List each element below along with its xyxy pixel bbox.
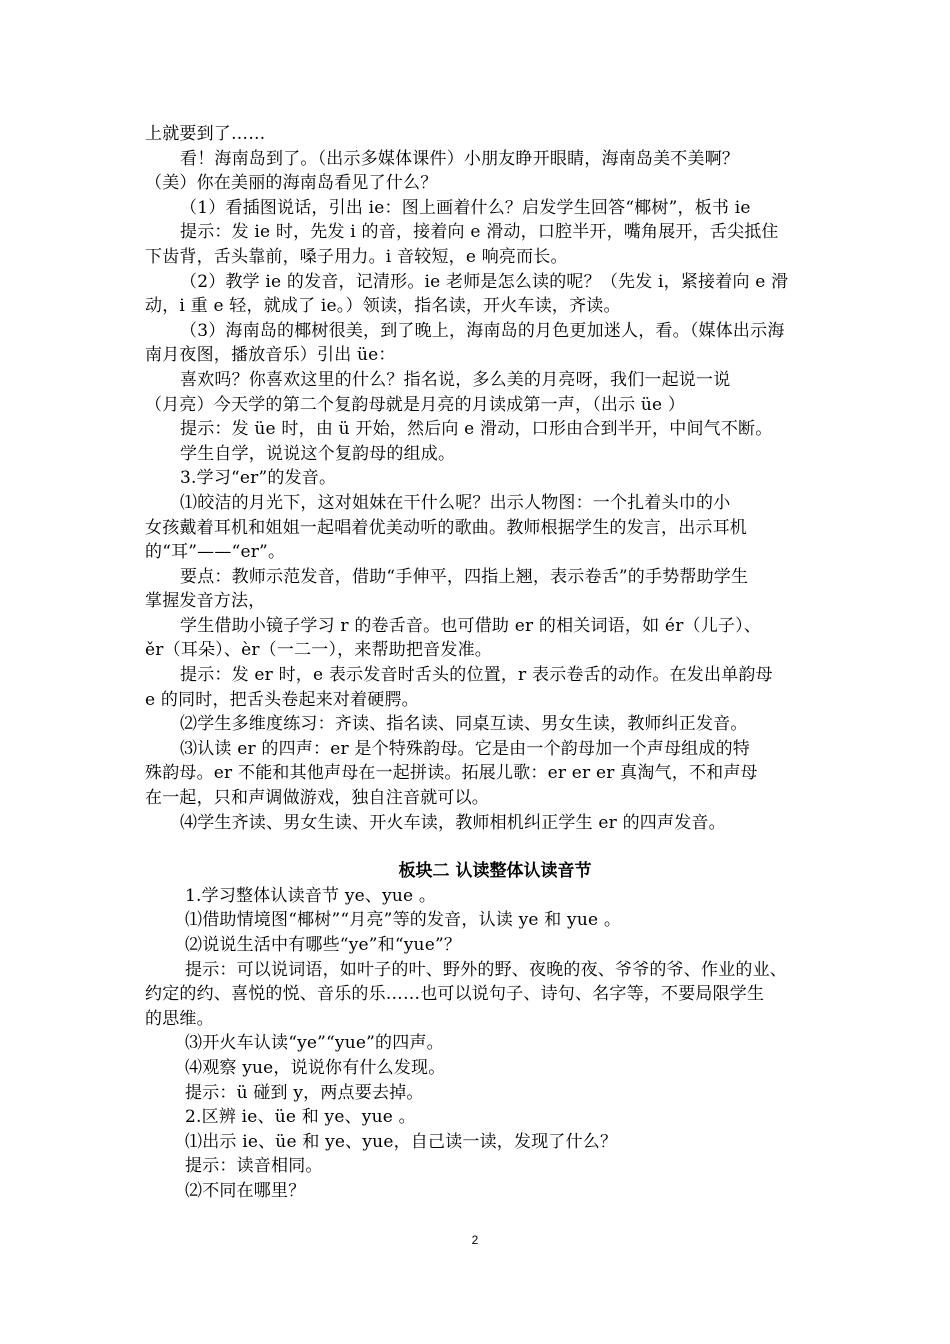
text-line: 学生借助小镜子学习 r 的卷舌音。也可借助 er 的相关词语，如 ér（儿子）、 xyxy=(180,615,762,636)
text-line: ⑵学生多维度练习：齐读、指名读、同桌互读、男女生读，教师纠正发音。 xyxy=(180,714,748,735)
text-line: 提示：发 er 时，e 表示发音时舌头的位置，r 表示卷舌的动作。在发出单韵母 xyxy=(180,665,773,686)
text-line: （美）你在美丽的海南岛看见了什么？ xyxy=(145,173,438,194)
text-line: 学生自学，说说这个复韵母的组成。 xyxy=(180,443,456,464)
section-heading: 板块二 认读整体认读音节 xyxy=(398,861,592,882)
text-line: ⑵说说生活中有哪些“ye”和“yue”？ xyxy=(185,935,462,955)
text-line: 动，i 重 e 轻，就成了 ie。）领读，指名读，开火车读，齐读。 xyxy=(145,296,621,317)
text-line: 1.学习整体认读音节 ye、yue 。 xyxy=(185,885,437,906)
text-line: 的“耳”——“er”。 xyxy=(145,542,286,563)
text-line: 提示：发 ie 时，先发 i 的音，接着向 e 滑动，口腔半开，嘴角展开，舌尖抵住 xyxy=(180,222,779,243)
text-line: （月亮）今天学的第二个复韵母就是月亮的月读成第一声，（出示 üe ） xyxy=(145,394,686,415)
text-line: e 的同时，把舌头卷起来对着硬腭。 xyxy=(145,689,419,710)
text-line: 南月夜图，播放音乐）引出 üe： xyxy=(145,345,396,366)
text-line: 看！海南岛到了。（出示多媒体课件）小朋友睁开眼睛，海南岛美不美啊？ xyxy=(180,148,740,169)
text-line: ěr（耳朵）、èr（一二一），来帮助把音发准。 xyxy=(145,640,492,661)
text-line: 喜欢吗？你喜欢这里的什么？指名说，多么美的月亮呀，我们一起说一说 xyxy=(180,369,731,390)
text-line: 掌握发音方法， xyxy=(145,591,266,612)
text-line: 提示：ü 碰到 y，两点要去掉。 xyxy=(185,1082,424,1103)
text-line: ⑶认读 er 的四声：er 是个特殊韵母。它是由一个韵母加一个声母组成的特 xyxy=(180,738,750,759)
text-line: （3）海南岛的椰树很美，到了晚上，海南岛的月色更加迷人，看。（媒体出示海 xyxy=(180,320,785,341)
text-line: 上就要到了…… xyxy=(145,124,266,144)
page-number: 2 xyxy=(471,1233,479,1247)
text-line: ⑵不同在哪里？ xyxy=(185,1180,306,1201)
text-line: 2.区辨 ie、üe 和 ye、yue 。 xyxy=(185,1107,416,1128)
text-line: ⑴皎洁的月光下，这对姐妹在干什么呢？出示人物图：一个扎着头巾的小 xyxy=(180,492,731,513)
text-line: ⑴出示 ie、üe 和 ye、yue，自己读一读，发现了什么？ xyxy=(185,1131,618,1152)
text-line: ⑷观察 yue，说说你有什么发现。 xyxy=(185,1057,446,1078)
text-line: 提示：读音相同。 xyxy=(185,1156,323,1177)
text-line: ⑴借助情境图“椰树”“月亮”等的发音，认读 ye 和 yue 。 xyxy=(185,910,622,931)
lesson-text-part-1 xyxy=(145,122,815,835)
text-line: （2）教学 ie 的发音，记清形。ie 老师是怎么读的呢？（先发 i，紧接着向 e 滑 xyxy=(180,271,789,292)
document-body xyxy=(145,122,815,1204)
text-line: 的思维。 xyxy=(145,1008,214,1029)
text-line: ⑷学生齐读、男女生读、开火车读，教师相机纠正学生 er 的四声发音。 xyxy=(180,812,726,833)
text-line: ⑶开火车认读“ye”“yue”的四声。 xyxy=(185,1033,444,1054)
text-line: 提示：发 üe 时，由 ü 开始，然后向 e 滑动，口形由合到半开，中间气不断。 xyxy=(180,419,773,440)
text-line: 殊韵母。er 不能和其他声母在一起拼读。拓展儿歌：er er er 真淘气，不和声母 xyxy=(145,763,758,784)
text-line: 在一起，只和声调做游戏，独自注音就可以。 xyxy=(145,788,489,809)
lesson-text-part-2 xyxy=(145,884,815,1204)
text-line: 提示：可以说词语，如叶子的叶、野外的野、夜晚的夜、爷爷的爷、作业的业、 xyxy=(185,959,787,980)
text-line: 要点：教师示范发音，借助“手伸平，四指上翘，表示卷舌”的手势帮助学生 xyxy=(180,566,749,587)
text-line: （1）看插图说话，引出 ie：图上画着什么？启发学生回答“椰树”，板书 ie xyxy=(180,197,751,218)
text-line: 3.学习“er”的发音。 xyxy=(180,468,337,489)
text-line: 下齿背，舌头靠前，嗓子用力。i 音较短，e 响亮而长。 xyxy=(145,246,568,267)
text-line: 约定的约、喜悦的悦、音乐的乐……也可以说句子、诗句、名字等，不要局限学生 xyxy=(145,984,765,1005)
section-gap xyxy=(145,835,815,859)
text-line: 女孩戴着耳机和姐姐一起唱着优美动听的歌曲。教师根据学生的发言，出示耳机 xyxy=(145,517,747,538)
